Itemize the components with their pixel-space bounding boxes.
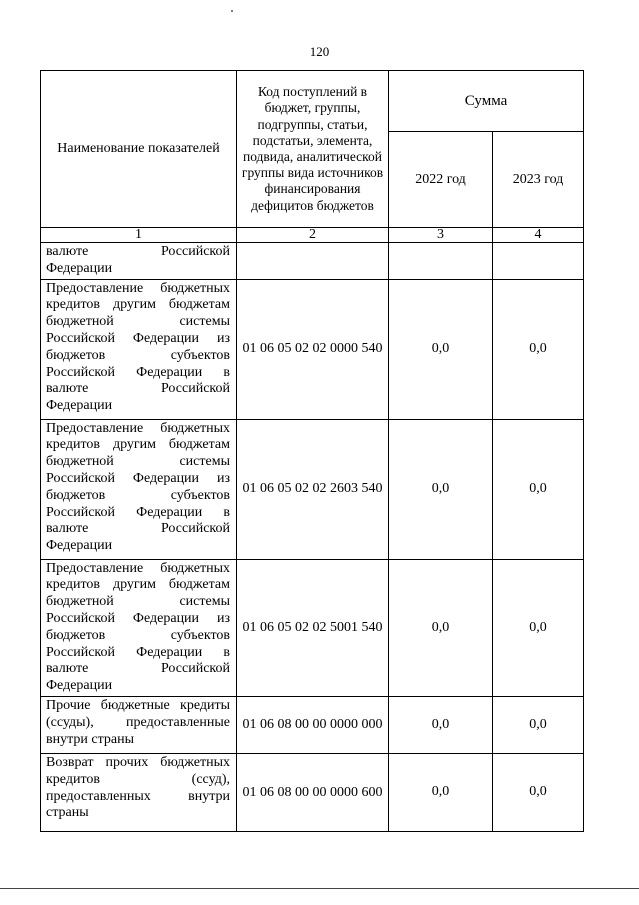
table-row: [41, 696, 584, 753]
value-2023: [493, 243, 584, 280]
value-2023: 0,0: [493, 696, 584, 753]
scan-speck: [231, 10, 233, 12]
page-number: 120: [309, 44, 330, 59]
value-2023: 0,0: [493, 753, 584, 831]
budget-code: 01 06 08 00 00 0000 600: [237, 753, 389, 831]
value-2022: 0,0: [389, 279, 493, 419]
header-year-2023: 2023 год: [493, 132, 584, 228]
value-2022: 0,0: [389, 559, 493, 696]
header-year-2022: 2022 год: [389, 132, 493, 228]
header-code-cell: [237, 71, 389, 228]
value-2022: 0,0: [389, 753, 493, 831]
table-row: [41, 559, 584, 696]
column-number: 4: [493, 228, 584, 243]
table-row: [41, 753, 584, 831]
budget-code: 01 06 05 02 02 5001 540: [237, 559, 389, 696]
value-2023: 0,0: [493, 279, 584, 419]
table-row: [41, 243, 584, 280]
table-row: [41, 279, 584, 419]
indicator-name: Возврат прочих бюджетных кредитов (ссуд), предоставленных внутри страны: [41, 753, 237, 831]
column-number: 1: [41, 228, 237, 243]
budget-sources-table: [40, 70, 584, 832]
value-2022: 0,0: [389, 696, 493, 753]
value-2023: 0,0: [493, 419, 584, 559]
column-number: 3: [389, 228, 493, 243]
indicator-name: Предоставление бюджетных кредитов другим бюджетам бюджетной системы Российской Федерации из бюджетов субъектов Российской Федерации в валюте Российской Федерации: [41, 419, 237, 559]
budget-code: [237, 243, 389, 280]
indicator-name: валюте Российской Федерации: [41, 243, 237, 280]
header-row-top: [41, 71, 584, 132]
header-sum-text: Сумма: [464, 92, 508, 109]
table-row: [41, 419, 584, 559]
indicator-name: Предоставление бюджетных кредитов другим бюджетам бюджетной системы Российской Федерации из бюджетов субъектов Российской Федерации в валюте Российской Федерации: [41, 559, 237, 696]
value-2022: 0,0: [389, 419, 493, 559]
header-sum-cell: [389, 71, 584, 132]
value-2022: [389, 243, 493, 280]
indicator-name: Прочие бюджетные кредиты (ссуды), предоставленные внутри страны: [41, 696, 237, 753]
header-code-text: Код поступлений в бюджет, группы, подгруппы, статьи, подстатьи, элемента, подвида, аналитической группы вида источников финансирования дефицитов бюджетов: [241, 84, 384, 213]
budget-code: 01 06 05 02 02 0000 540: [237, 279, 389, 419]
column-number: 2: [237, 228, 389, 243]
budget-code: 01 06 05 02 02 2603 540: [237, 419, 389, 559]
column-number-row: [41, 228, 584, 243]
value-2023: 0,0: [493, 559, 584, 696]
header-name-cell: [41, 71, 237, 228]
indicator-name: Предоставление бюджетных кредитов другим бюджетам бюджетной системы Российской Федерации из бюджетов субъектов Российской Федерации в валюте Российской Федерации: [41, 279, 237, 419]
footer-divider: [0, 888, 639, 889]
budget-code: 01 06 08 00 00 0000 000: [237, 696, 389, 753]
header-name-text: Наименование показателей: [57, 140, 220, 156]
